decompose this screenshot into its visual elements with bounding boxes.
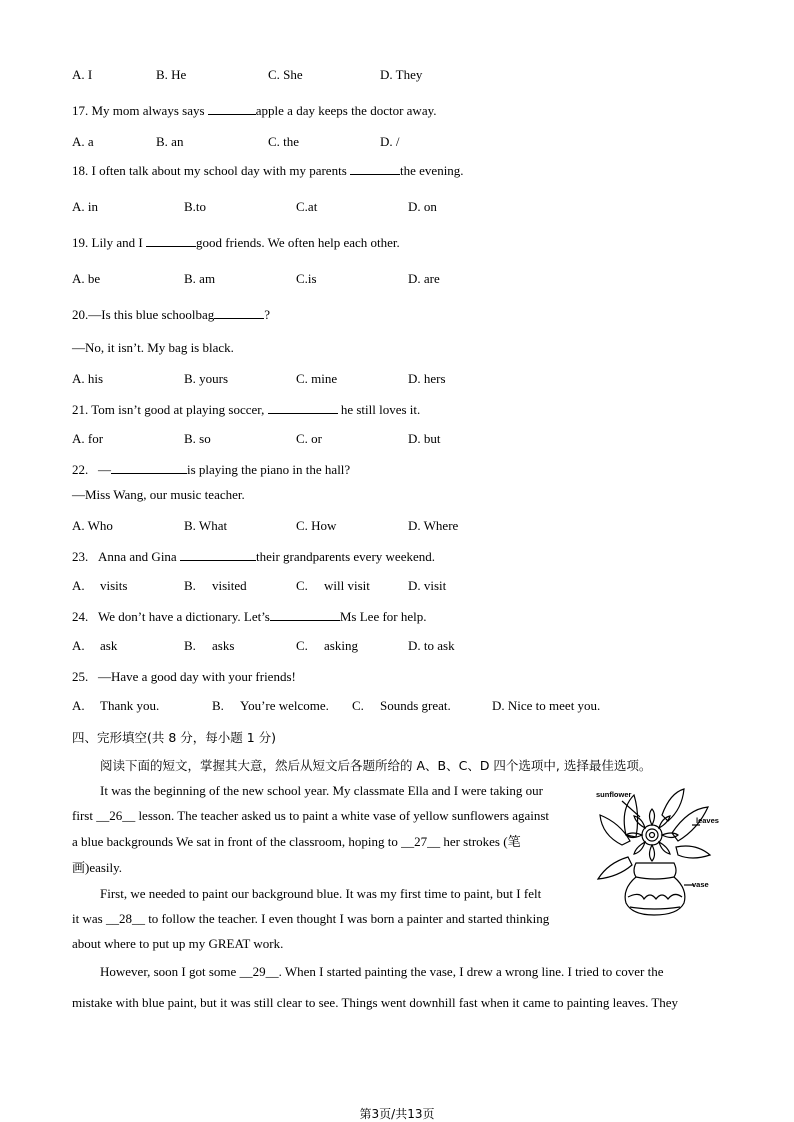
passage-line: mistake with blue paint, but it was still clear to see. Things went downhill fast when it came to painting leaves. They — [72, 995, 679, 1010]
question-25-stem: 25. —Have a good day with your friends! — [72, 669, 296, 684]
option-a[interactable]: A. for — [72, 431, 104, 446]
question-20-reply: —No, it isn’t. My bag is black. — [72, 340, 234, 355]
option-c[interactable]: C.at — [296, 199, 318, 214]
option-a-text[interactable]: Thank you. — [100, 698, 160, 713]
option-c-text[interactable]: asking — [324, 638, 358, 653]
option-b[interactable]: B. am — [184, 271, 216, 286]
option-c-letter[interactable]: C. — [296, 578, 308, 593]
answer-blank[interactable] — [270, 609, 340, 621]
option-c-letter[interactable]: C. — [352, 698, 364, 713]
page-number: 第3页/共13页 — [359, 1107, 435, 1121]
passage-line: a blue backgrounds We sat in front of the classroom, hoping to __27__ her strokes (笔 — [72, 834, 521, 849]
answer-blank[interactable] — [214, 307, 264, 319]
label-sunflower: sunflower — [596, 790, 632, 799]
option-b-text[interactable]: You’re welcome. — [240, 698, 329, 713]
question-17-stem: 17. My mom always says apple a day keeps the doctor away. — [72, 103, 437, 118]
answer-blank[interactable] — [146, 235, 196, 247]
passage-line: first __26__ lesson. The teacher asked us to paint a white vase of yellow sunflowers against — [72, 808, 550, 823]
option-a[interactable]: A. be — [72, 271, 101, 286]
option-d[interactable]: D. are — [408, 271, 440, 286]
option-a-letter[interactable]: A. — [72, 578, 85, 593]
option-b-letter[interactable]: B. — [212, 698, 224, 713]
answer-blank[interactable] — [268, 402, 338, 414]
option-b-letter[interactable]: B. — [184, 638, 196, 653]
sunflower-vase-illustration — [592, 785, 722, 921]
option-c-text[interactable]: will visit — [324, 578, 370, 593]
option-d[interactable]: D. They — [380, 67, 423, 82]
option-b[interactable]: B. He — [156, 67, 187, 82]
option-b[interactable]: B. so — [184, 431, 211, 446]
option-d[interactable]: D. to ask — [408, 638, 455, 653]
option-d[interactable]: D. / — [380, 134, 400, 149]
option-b[interactable]: B. an — [156, 134, 184, 149]
option-b[interactable]: B. yours — [184, 371, 229, 386]
answer-blank[interactable] — [350, 163, 400, 175]
question-21-stem: 21. Tom isn’t good at playing soccer, he still loves it. — [72, 402, 421, 417]
label-vase: vase — [692, 880, 709, 889]
option-a-letter[interactable]: A. — [72, 698, 85, 713]
option-d[interactable]: D. Nice to meet you. — [492, 698, 601, 713]
option-c[interactable]: C. How — [296, 518, 337, 533]
option-b[interactable]: B.to — [184, 199, 207, 214]
option-c[interactable]: C. mine — [296, 371, 338, 386]
question-19-stem: 19. Lily and I good friends. We often help each other. — [72, 235, 400, 250]
question-18-stem: 18. I often talk about my school day with my parents the evening. — [72, 163, 464, 178]
option-a[interactable]: A. I — [72, 67, 93, 82]
option-c[interactable]: C. the — [268, 134, 300, 149]
passage-line: 画)easily. — [72, 860, 123, 875]
question-23-stem: 23. Anna and Gina their grandparents every weekend. — [72, 549, 435, 564]
option-a-text[interactable]: visits — [100, 578, 128, 593]
answer-blank[interactable] — [180, 549, 256, 561]
option-a[interactable]: A. a — [72, 134, 94, 149]
option-d[interactable]: D. Where — [408, 518, 459, 533]
option-b-text[interactable]: visited — [212, 578, 247, 593]
label-leaves: leaves — [696, 816, 719, 825]
option-d[interactable]: D. visit — [408, 578, 447, 593]
option-c-text[interactable]: Sounds great. — [380, 698, 451, 713]
passage-line: First, we needed to paint our background blue. It was my first time to paint, but I felt — [100, 886, 542, 901]
option-b[interactable]: B. What — [184, 518, 228, 533]
answer-blank[interactable] — [208, 103, 256, 115]
option-a[interactable]: A. his — [72, 371, 104, 386]
question-22-stem: 22. — is playing the piano in the hall? — [72, 462, 351, 477]
section-instruction: 阅读下面的短文，掌握其大意，然后从短文后各题所给的 A、B、C、D 四个选项中, 选择最佳选项。 — [100, 758, 652, 773]
option-a[interactable]: A. in — [72, 199, 98, 214]
option-d[interactable]: D. hers — [408, 371, 446, 386]
question-22-reply: —Miss Wang, our music teacher. — [72, 487, 245, 502]
section-heading: 四、完形填空(共 8 分，每小题 1 分) — [72, 730, 277, 745]
option-c[interactable]: C. She — [268, 67, 303, 82]
option-d[interactable]: D. but — [408, 431, 441, 446]
passage-line: about where to put up my GREAT work. — [72, 936, 284, 951]
option-d[interactable]: D. on — [408, 199, 437, 214]
option-b-letter[interactable]: B. — [184, 578, 196, 593]
question-24-stem: 24. We don’t have a dictionary. Let’s Ms Lee for help. — [72, 609, 427, 624]
option-c[interactable]: C. or — [296, 431, 322, 446]
option-b-text[interactable]: asks — [212, 638, 235, 653]
question-20-stem: 20.—Is this blue schoolbag ? — [72, 307, 271, 322]
passage-line: However, soon I got some __29__. When I started painting the vase, I drew a wrong line. I tried to cover the — [100, 964, 664, 979]
option-a-text[interactable]: ask — [100, 638, 118, 653]
passage-line: it was __28__ to follow the teacher. I even thought I was born a painter and started thinking — [72, 911, 550, 926]
option-c-letter[interactable]: C. — [296, 638, 308, 653]
option-a[interactable]: A. Who — [72, 518, 113, 533]
passage-line: It was the beginning of the new school year. My classmate Ella and I were taking our — [100, 783, 543, 798]
vase-drawing — [592, 785, 722, 921]
answer-blank[interactable] — [111, 462, 187, 474]
option-c[interactable]: C.is — [296, 271, 317, 286]
option-a-letter[interactable]: A. — [72, 638, 85, 653]
